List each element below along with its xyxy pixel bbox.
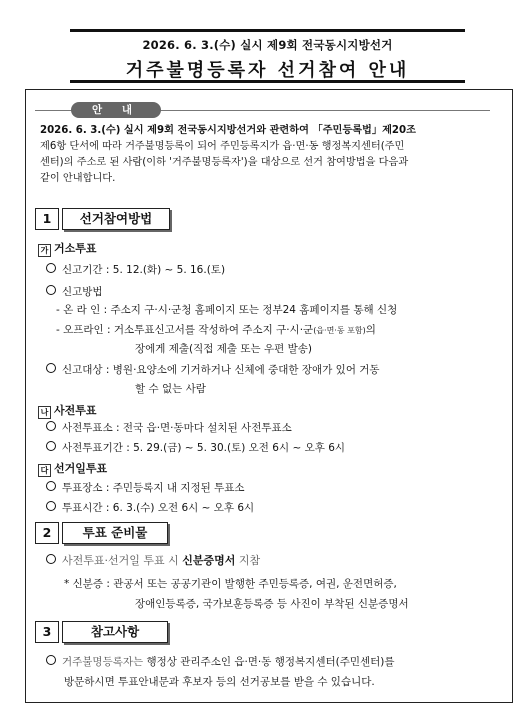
title-line1: 2026. 6. 3.(수) 실시 제9회 전국동시지방선거 [142,38,393,52]
intro-line1: 2026. 6. 3.(수) 실시 제9회 전국동시지방선거와 관련하여 「주민등록법」제20조 [40,125,416,136]
early-voting-period [46,440,345,455]
section1-number: 1 [35,208,59,230]
bullet-circle-icon [46,363,56,373]
bullet-circle-icon [46,501,56,511]
absentee-method [46,284,103,299]
title-box [70,29,465,83]
bullet-circle-icon [46,421,56,431]
early-voting-place-text: 사전투표소 : 전국 읍·면·동마다 설치된 사전투표소 [62,422,292,434]
absentee-target-cont: 할 수 없는 사람 [135,383,206,395]
sub-election-day-title: 선거일투표 [54,462,108,475]
id-note-line1: * 신분증 : 관공서 또는 공공기관이 발행한 주민등록증, 여권, 운전면허증, [64,578,397,590]
sub-election-day [38,460,107,477]
notice-intro [40,123,503,187]
bullet-circle-icon [46,285,56,295]
sub-absentee [38,240,97,257]
absentee-online: - 온 라 인 : 주소지 구·시·군청 홈페이지 또는 정부24 홈페이지를 통해 신청 [56,304,398,316]
id-note-line2: 장애인등록증, 국가보훈등록증 등 사진이 부착된 신분증명서 [135,598,409,610]
prep-item-text: 사전투표·선거일 투표 시 [62,554,183,567]
reference-item [46,654,395,669]
absentee-offline-suffix: 의 [365,324,376,336]
intro-line3: 센터)의 주소로 된 사람(이하 '거주불명등록자')을 대상으로 선거 참여방법을 다음과 [40,157,409,168]
section3-number: 3 [35,621,59,643]
absentee-method-text: 신고방법 [62,286,103,298]
absentee-offline-cont: 장에게 제출(직접 제출 또는 우편 발송) [135,343,313,355]
absentee-offline-text: - 오프라인 : 거소투표신고서를 작성하여 주소지 구·시·군 [56,324,314,336]
reference-item-cont: 방문하시면 투표안내문과 후보자 등의 선거공보를 받을 수 있습니다. [64,676,375,688]
absentee-offline-note: (읍·면·동 포함) [313,326,366,335]
election-day-time-text: 투표시간 : 6. 3.(수) 오전 6시 ~ 오후 6시 [62,502,255,514]
prep-item-suffix: 지참 [235,554,261,567]
early-voting-period-text: 사전투표기간 : 5. 29.(금) ~ 5. 30.(토) 오전 6시 ~ 오후 6시 [62,442,346,454]
notice-header [35,102,490,118]
section3-title: 참고사항 [62,621,168,643]
election-day-time [46,500,254,515]
marker-ga: 가 [38,244,51,257]
intro-line4: 같이 안내합니다. [40,173,116,184]
bullet-circle-icon [46,655,56,665]
reference-item-subject: 거주불명등록자는 [62,656,144,668]
marker-da: 다 [38,464,51,477]
sub-early-voting-title: 사전투표 [54,404,97,417]
absentee-period-text: 신고기간 : 5. 12.(화) ~ 5. 16.(토) [62,264,226,276]
election-day-place-text: 투표장소 : 주민등록지 내 지정된 투표소 [62,482,245,494]
absentee-target [46,362,380,377]
bullet-circle-icon [46,441,56,451]
bullet-circle-icon [46,263,56,273]
bullet-circle-icon [46,554,56,564]
early-voting-place [46,420,292,435]
notice-label: 안 내 [71,102,161,118]
section2-title: 투표 준비물 [62,522,168,544]
prep-item-id: 신분증명서 [182,554,236,567]
bullet-circle-icon [46,481,56,491]
absentee-period [46,262,225,277]
absentee-target-text: 신고대상 : 병원·요양소에 기거하거나 신체에 중대한 장애가 있어 거동 [62,364,380,376]
section2-number: 2 [35,522,59,544]
sub-absentee-title: 거소투표 [54,242,97,255]
sub-early-voting [38,402,97,419]
marker-na: 나 [38,406,51,419]
intro-line2: 제6항 단서에 따라 거주불명등록이 되어 주민등록지가 읍·면·동 행정복지센터(주민 [40,141,405,152]
reference-item-text: 행정상 관리주소인 읍·면·동 행정복지센터(주민센터)를 [143,656,395,668]
election-day-place [46,480,245,495]
absentee-offline [56,322,376,337]
title-line2: 거주불명등록자 선거참여 안내 [125,60,410,81]
prep-item [46,552,260,568]
section1-title: 선거참여방법 [62,208,170,230]
